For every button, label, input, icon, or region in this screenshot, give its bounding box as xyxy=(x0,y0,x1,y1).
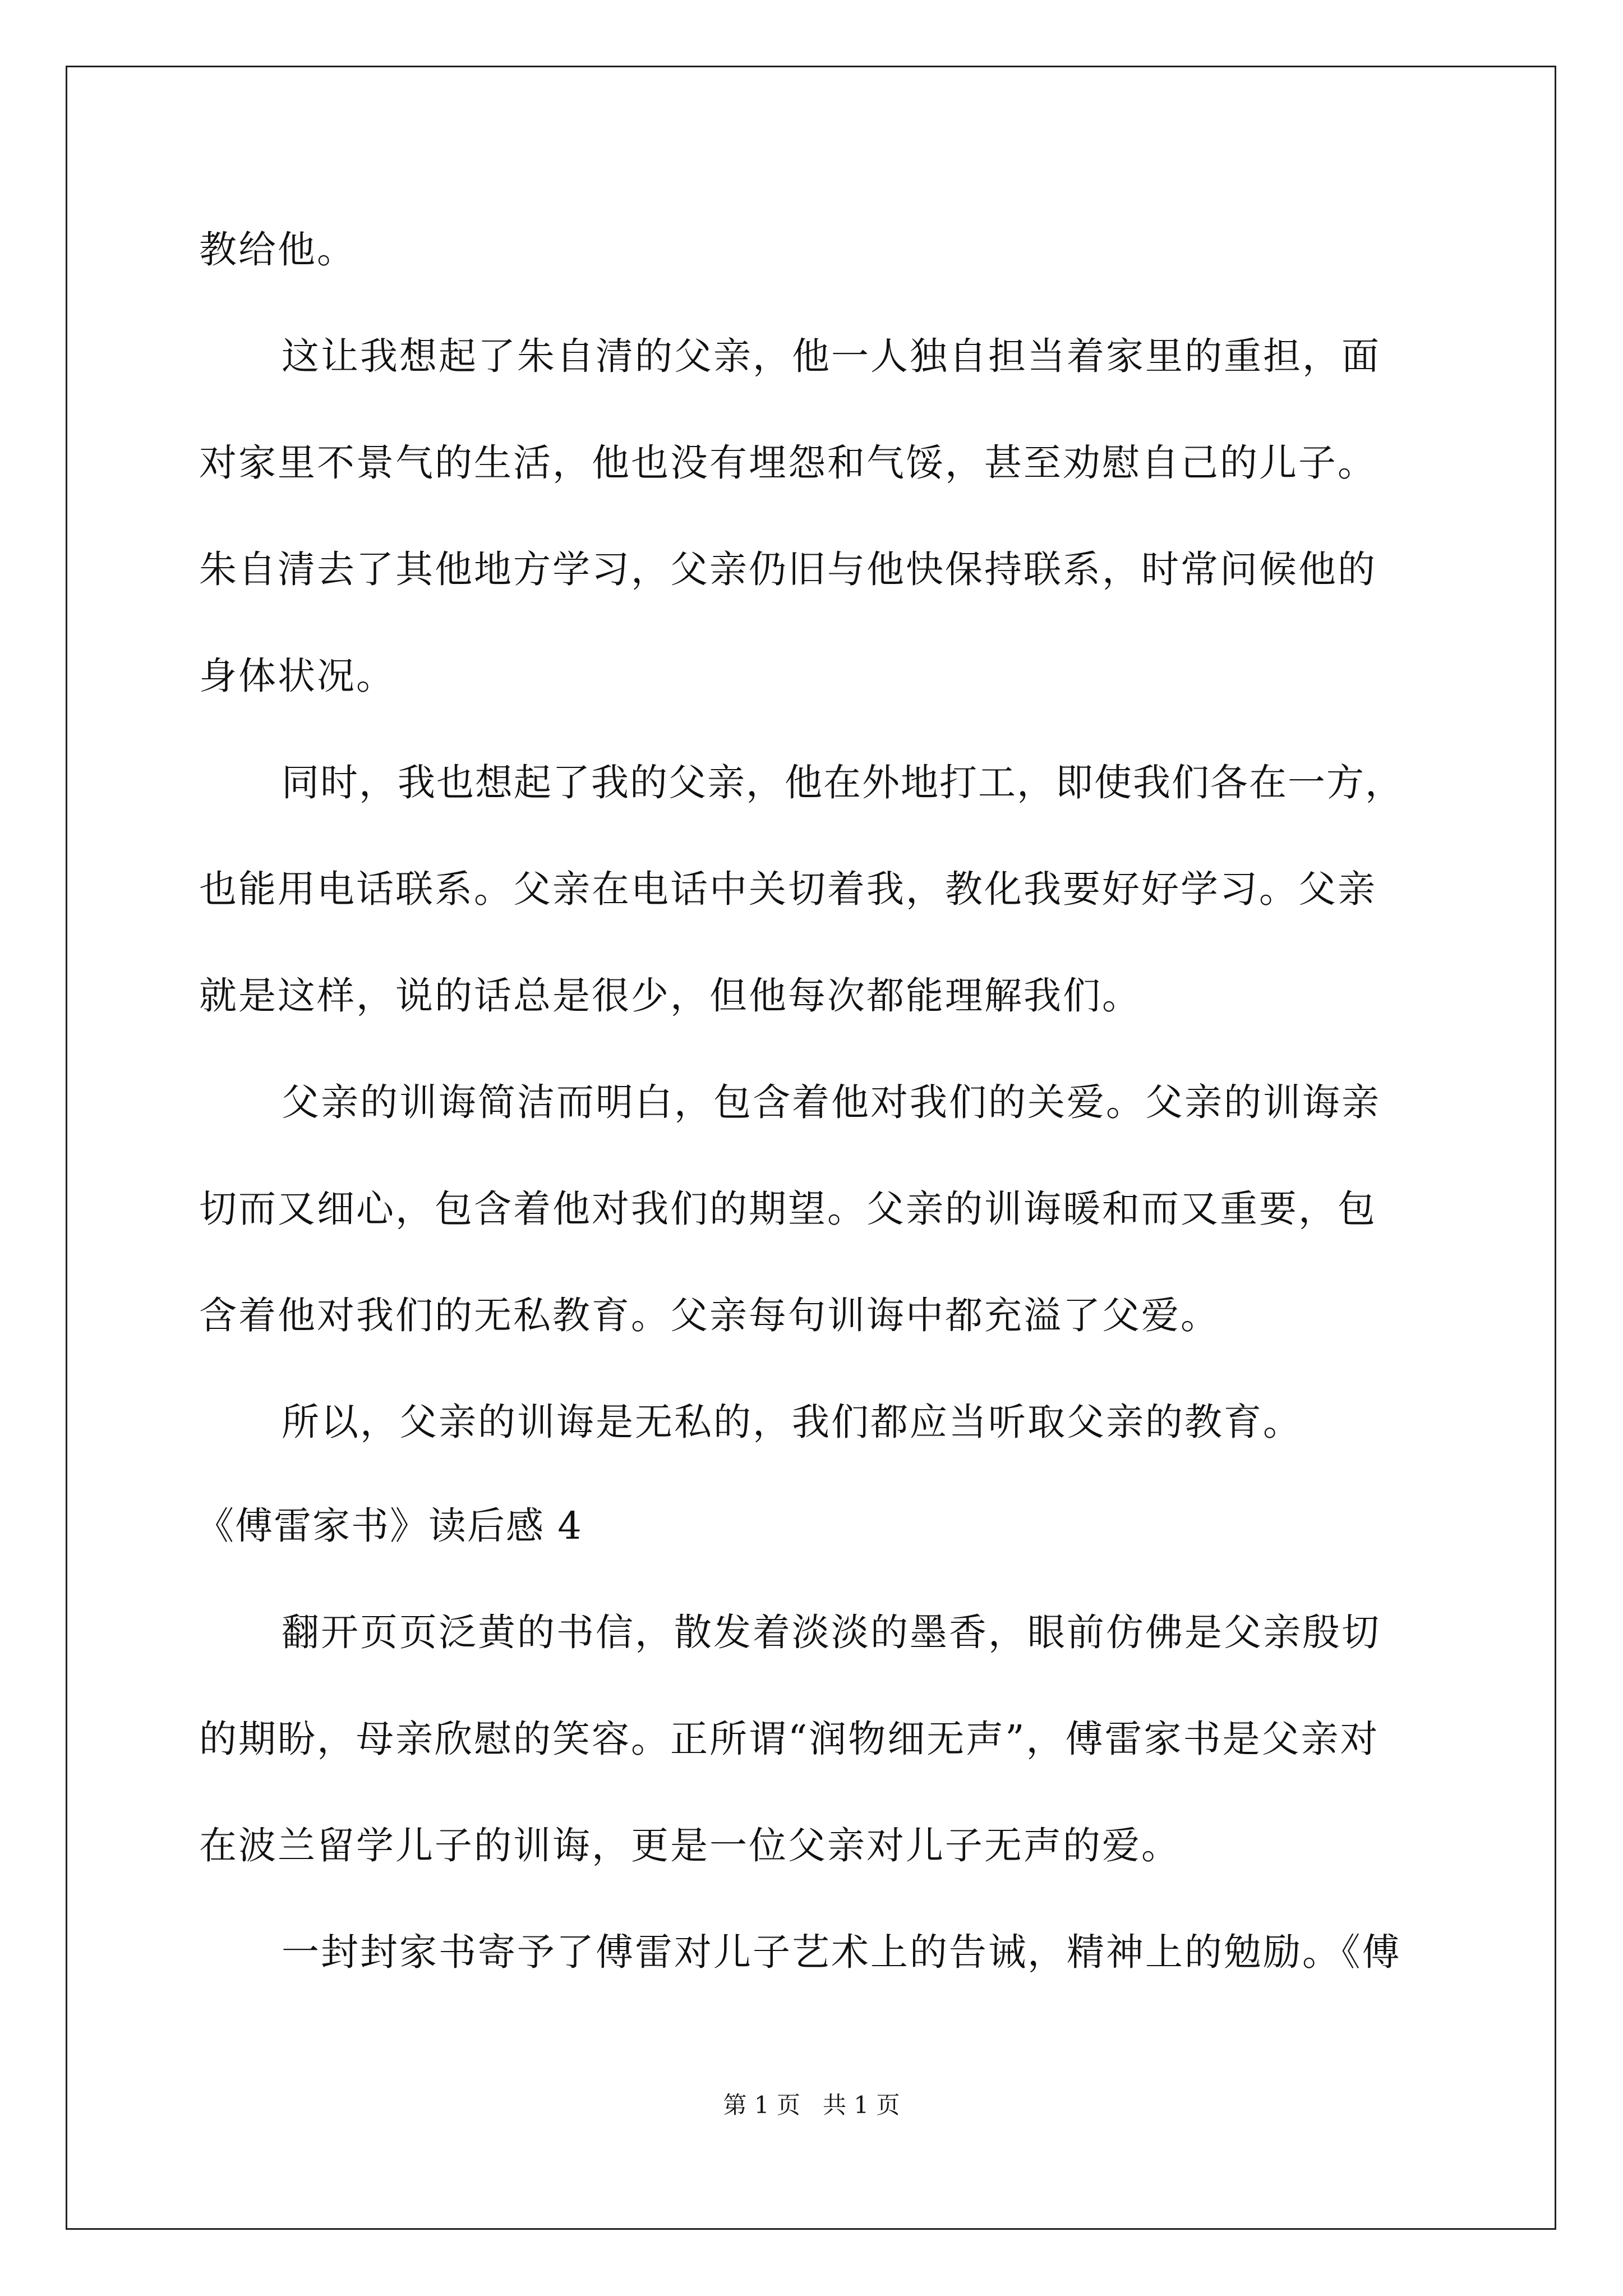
text-line: 翻开页页泛黄的书信，散发着淡淡的墨香，眼前仿佛是父亲殷切 xyxy=(282,1611,1381,1654)
text-line: 身体状况。 xyxy=(199,654,395,698)
text-line: 含着他对我们的无私教育。父亲每句训诲中都充溢了父爱。 xyxy=(199,1294,1220,1337)
page-footer: 第 1 页 共 1 页 xyxy=(723,2091,900,2119)
text-line: 所以，父亲的训诲是无私的，我们都应当听取父亲的教育。 xyxy=(282,1400,1302,1444)
text-line: 同时，我也想起了我的父亲，他在外地打工，即使我们各在一方， xyxy=(282,761,1404,804)
text-line: 父亲的训诲简洁而明白，包含着他对我们的关爱。父亲的训诲亲 xyxy=(282,1080,1381,1124)
text-line: 朱自清去了其他地方学习，父亲仍旧与他快保持联系，时常问候他的 xyxy=(199,547,1377,591)
text-line: 就是这样，说的话总是很少，但他每次都能理解我们。 xyxy=(199,974,1141,1018)
section-heading: 《傅雷家书》读后感 4 xyxy=(196,1504,583,1548)
text-line: 教给他。 xyxy=(199,228,356,272)
page-border xyxy=(66,66,1556,2230)
text-line: 对家里不景气的生活，他也没有埋怨和气馁，甚至劝慰自己的儿子。 xyxy=(199,441,1377,485)
text-line: 这让我想起了朱自清的父亲，他一人独自担当着家里的重担，面 xyxy=(282,334,1381,378)
text-line: 的期盼，母亲欣慰的笑容。正所谓“润物细无声”，傅雷家书是父亲对 xyxy=(199,1717,1380,1761)
text-line: 也能用电话联系。父亲在电话中关切着我，教化我要好好学习。父亲 xyxy=(199,867,1377,911)
text-line: 在波兰留学儿子的训诲，更是一位父亲对儿子无声的爱。 xyxy=(199,1824,1181,1867)
text-line: 一封封家书寄予了傅雷对儿子艺术上的告诫，精神上的勉励。《傅 xyxy=(282,1930,1401,1974)
text-line: 切而又细心，包含着他对我们的期望。父亲的训诲暖和而又重要，包 xyxy=(199,1187,1377,1231)
